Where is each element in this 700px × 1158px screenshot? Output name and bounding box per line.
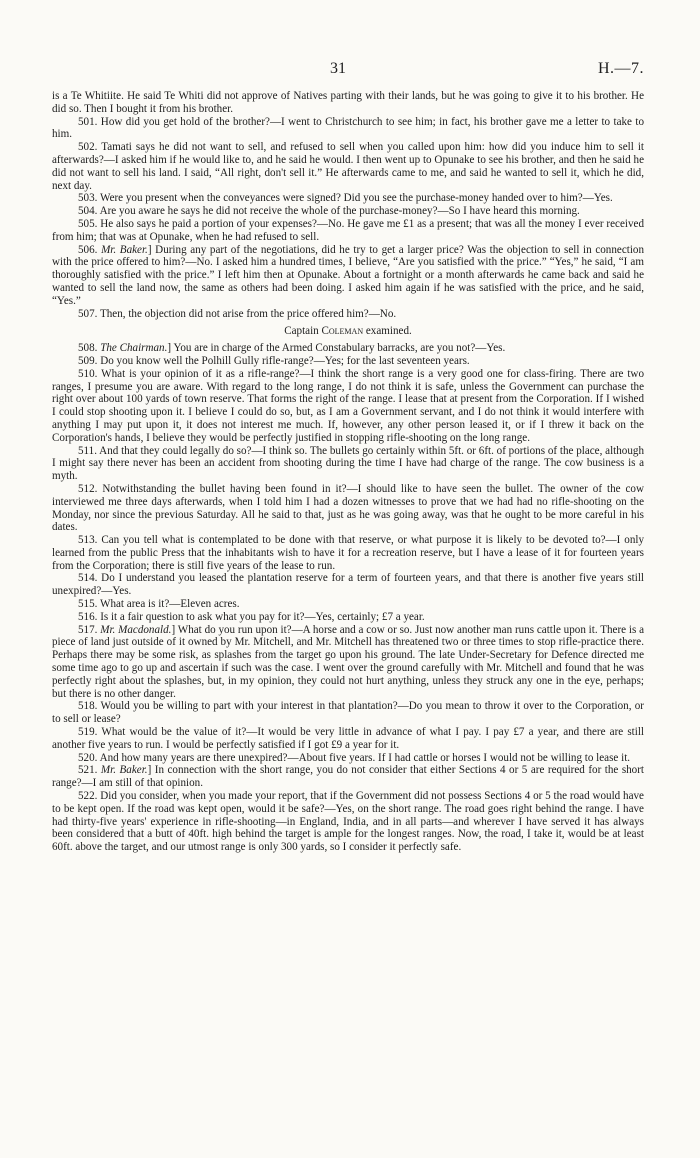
paragraph-text: 515. What area is it?—Eleven acres. bbox=[78, 598, 240, 611]
question-paragraph bbox=[52, 726, 644, 752]
question-paragraph bbox=[52, 192, 644, 205]
question-paragraph bbox=[52, 90, 644, 116]
paragraph-text: In connection with the short range, you do not consider that either Sections 4 or 5 are required for the short range?—I am still of that opinion. bbox=[52, 764, 645, 790]
paragraph-text: 502. Tamati says he did not want to sell, and refused to sell when you called upon him: how did you induce him to sell it afterwards?—I asked him if he would like to, and he said he would. I then went up to Opunake to see his brother, and then he said he did not want to sell his land. I said, “All right, don't sell it.” He afterwards came to me, and said he wanted to sell it, which he did, next day. bbox=[52, 141, 644, 192]
question-paragraph bbox=[52, 611, 644, 624]
question-paragraph bbox=[52, 308, 644, 321]
question-paragraph bbox=[52, 752, 644, 765]
paragraph-text: 504. Are you aware he says he did not receive the whole of the purchase-money?—So I have heard this morning. bbox=[78, 205, 580, 218]
paragraph-text: 507. Then, the objection did not arise from the price offered him?—No. bbox=[78, 307, 397, 320]
paragraph-text: 516. Is it a fair question to ask what you pay for it?—Yes, certainly; £7 a year. bbox=[78, 610, 425, 623]
testimony-part-2 bbox=[52, 342, 644, 854]
question-paragraph bbox=[52, 483, 644, 534]
paragraph-text: 520. And how many years are there unexpired?—About five years. If I had cattle or horses I would not be willing to lease it. bbox=[78, 751, 631, 764]
question-paragraph bbox=[52, 598, 644, 611]
question-paragraph bbox=[52, 700, 644, 726]
paragraph-text: 519. What would be the value of it?—It would be very little in advance of what I pay. I pay £7 a year, and there are still another five years to run. I would be perfectly satisfied if I got £9 a year for it. bbox=[52, 726, 644, 751]
section-heading: Captain Coleman examined. bbox=[284, 325, 412, 338]
question-paragraph bbox=[52, 218, 644, 244]
question-paragraph bbox=[52, 534, 644, 572]
speaker-lead: 508. The Chairman.] bbox=[78, 342, 172, 355]
question-paragraph bbox=[52, 141, 644, 192]
body-text bbox=[52, 90, 644, 854]
question-paragraph bbox=[52, 342, 644, 355]
question-paragraph bbox=[52, 355, 644, 368]
question-paragraph bbox=[52, 116, 644, 142]
paragraph-text: 511. And that they could legally do so?—I think so. The bullets go certainly within 5ft. or 6ft. of portions of the place, although I might say there never has been an accident from shooting during the time I have had charge of the range. The cow business is a myth. bbox=[52, 444, 644, 483]
question-paragraph bbox=[52, 445, 644, 483]
speaker-lead: 521. Mr. Baker.] bbox=[78, 764, 152, 777]
question-paragraph bbox=[52, 244, 644, 308]
paragraph-text: 512. Notwithstanding the bullet having been found in it?—I should like to have seen the bullet. The owner of the cow interviewed me three days afterwards, when I told him I had a dozen witnesses to prove that we had had no rifle-shooting on the Monday, nor since the previous Saturday. All he said to that, just as he was going away, was that he ought to be more careful in his dates. bbox=[52, 482, 644, 534]
testimony-part-1 bbox=[52, 90, 644, 320]
paragraph-text: 501. How did you get hold of the brother?—I went to Christchurch to see him; in fact, his brother gave me a letter to take to him. bbox=[52, 115, 644, 141]
paragraph-text: What do you run upon it?—A horse and a cow or so. Just now another man runs cattle upon it. There is a piece of land just outside of it owned by Mr. Mitchell, and Mr. Mitchell has threatened two or three times to stop rifle-practice there. Perhaps there may be some risk, as splashes from the target go upon his ground. The late Under-Secretary for Defence directed me some time ago to go up and ascertain if such was the case. I went over the ground carefully with Mr. Mitchell and found that he was perfectly right about the splashes, but, in my opinion, they could not hurt anything, unless they struck any one in the eye, perhaps; but there is no other danger. bbox=[52, 623, 644, 700]
paragraph-text: 503. Were you present when the conveyances were signed? Did you see the purchase-money handed over to him?—Yes. bbox=[78, 192, 613, 205]
page-number: 31 bbox=[330, 60, 346, 77]
paragraph-text: 513. Can you tell what is contemplated to be done with that reserve, or what purpose it is likely to be devoted to?—I only learned from the public Press that the inhabitants wish to have it for a recreation reserve, but I have a lease of it for fourteen years from the Corporation; there is still five years of the lease to run. bbox=[52, 534, 644, 572]
question-paragraph bbox=[52, 790, 644, 854]
question-paragraph bbox=[52, 205, 644, 218]
paragraph-text: 505. He also says he paid a portion of your expenses?—No. He gave me £1 as a present; that was all the money I ever received from him; that was at Opunake, when he had refused to sell. bbox=[52, 217, 644, 243]
question-paragraph bbox=[52, 368, 644, 445]
paragraph-text: 518. Would you be willing to part with your interest in that plantation?—Do you mean to throw it over to the Corporation, or to sell or lease? bbox=[52, 700, 644, 726]
paragraph-text: 522. Did you consider, when you made your report, that if the Government did not possess Sections 4 or 5 the road would have to be kept open. If the road was kept open, would it be safe?—Yes, on the short range. The road goes right behind the range. I have had thirty-five years' experience in rifle-shooting—in England, India, and in all parts—and wherever I have served it has always been considered that a butt of 40ft. high behind the target is ample for the longest ranges. Now, the road, I take it, would be at least 60ft. above the target, and our utmost range is only 300 yards, so I consider it perfectly safe. bbox=[52, 790, 644, 854]
question-paragraph bbox=[52, 764, 644, 790]
speaker-lead: 517. Mr. Macdonald.] bbox=[78, 623, 176, 636]
witness-name: Coleman bbox=[321, 325, 364, 338]
paragraph-text: is a Te Whitiite. He said Te Whiti did not approve of Natives parting with their lands, but he was going to give it to his brother. He did so. Then I bought it from his brother. bbox=[52, 90, 644, 115]
paragraph-text: 510. What is your opinion of it as a rifle-range?—I think the short range is a very good one for class-firing. There are two ranges, I presume you are aware. With regard to the long range, I do not think it is safe, unless the Government can purchase the right over about 100 yards of town reserve. That forms the right of the range. I lease that at present from the Corporation. If I wished I could stop shooting upon it. I believe I could do so, but, as I am a Government servant, and I do not think it would interfere with anything I may put upon it, it does not interest me much. If, however, any other person leased it, or if I threw it back on the Corporation's hands, I believe they would be perfectly justified in stopping rifle-shooting on the long range. bbox=[52, 367, 644, 444]
paragraph-text: 514. Do I understand you leased the plantation reserve for a term of fourteen years, and that there is another five years still unexpired?—Yes. bbox=[52, 572, 644, 598]
question-paragraph bbox=[52, 624, 644, 701]
speaker-lead: 506. Mr. Baker.] bbox=[78, 243, 152, 256]
paragraph-text: 509. Do you know well the Polhill Gully rifle-range?—Yes; for the last seventeen years. bbox=[78, 354, 470, 367]
document-reference: H.—7. bbox=[597, 60, 644, 77]
paragraph-text: You are in charge of the Armed Constabulary barracks, are you not?—Yes. bbox=[171, 342, 506, 355]
paragraph-text: During any part of the negotiations, did he try to get a larger price? Was the objection to sell in connection with the price offered to him?—No. I asked him a hundred times, I believe, “Are you satisfied with the price.” “Yes,” he said, “I am thoroughly satisfied with the price.” I left him then at Opunake. About a fortnight or a month afterwards he came back and said he wanted to sell the land now, the same as others had been doing. I asked him again if he was satisfied with the price, and he said, “Yes.” bbox=[52, 243, 644, 307]
question-paragraph bbox=[52, 572, 644, 598]
